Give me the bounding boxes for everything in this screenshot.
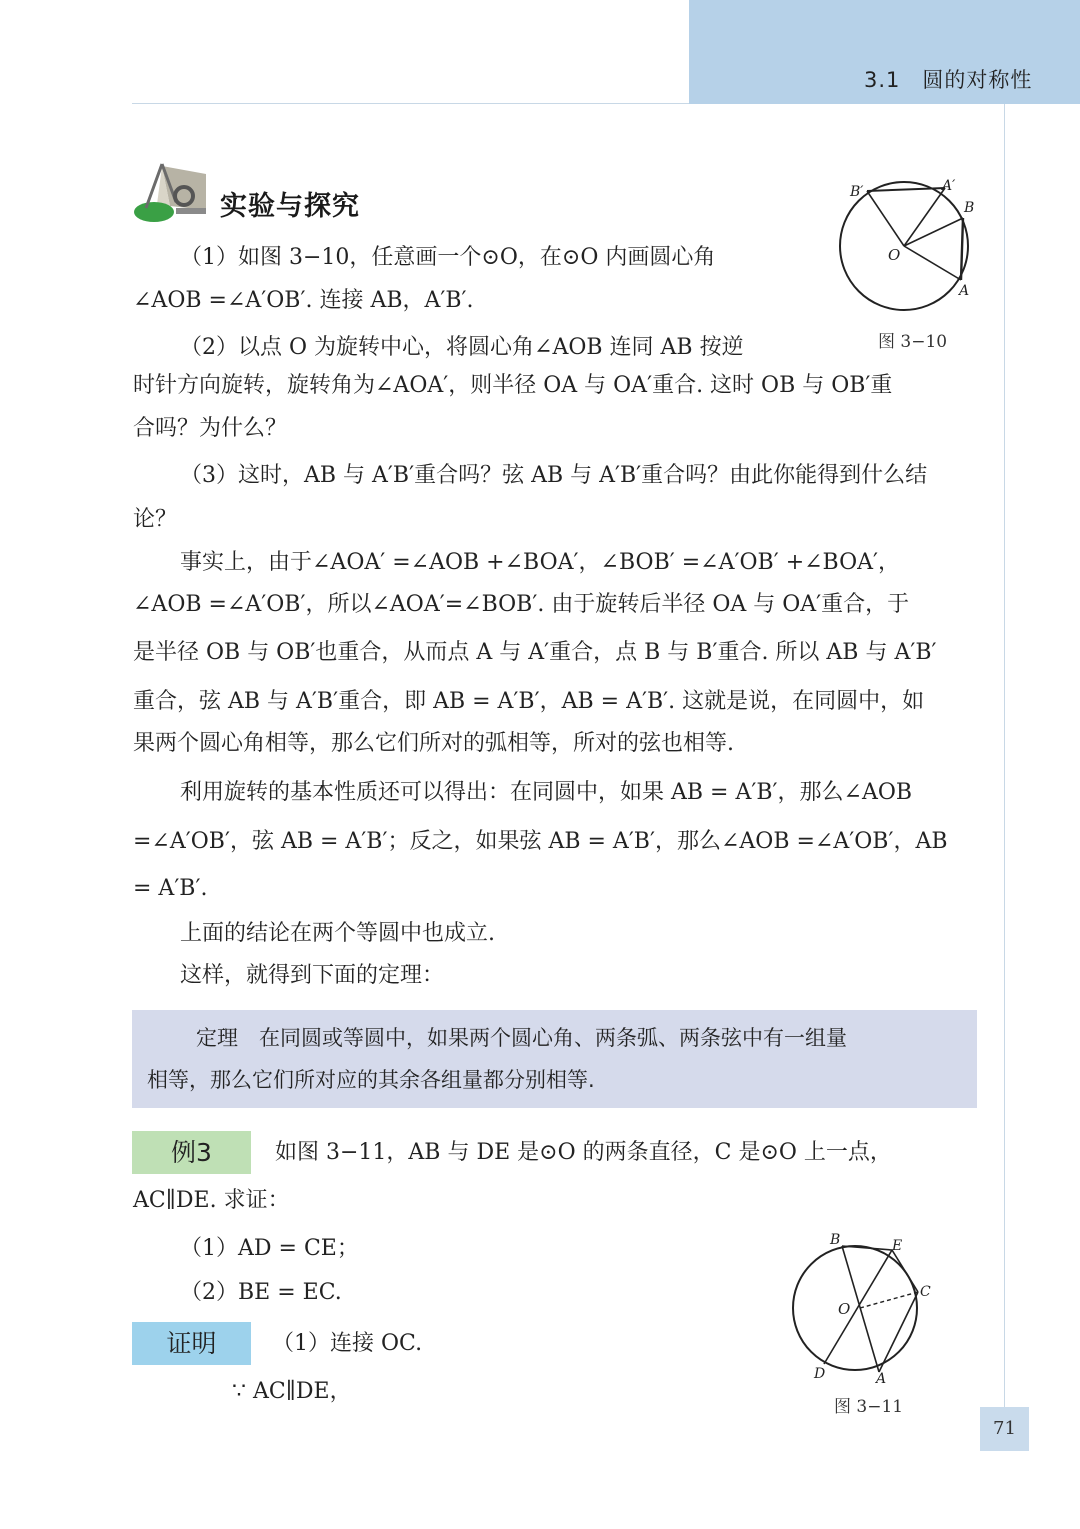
paragraph-line: （3）这时，AB 与 A′B′重合吗？弦 AB 与 A′B′重合吗？由此你能得到什么结 xyxy=(180,463,928,488)
label-d: D xyxy=(814,1366,826,1382)
label-a-prime: A′ xyxy=(942,178,956,194)
figure-caption: 图 3−10 xyxy=(878,332,948,352)
page-number: 71 xyxy=(980,1407,1029,1451)
paragraph-line: 利用旋转的基本性质还可以得出：在同圆中，如果 AB = A′B′，那么∠AOB xyxy=(180,780,913,805)
margin-rule xyxy=(1004,104,1005,1444)
label-c: C xyxy=(920,1284,931,1300)
example-line: AC∥DE. 求证： xyxy=(133,1188,290,1213)
section-title: 实验与探究 xyxy=(220,191,360,222)
paragraph-line: 上面的结论在两个等圆中也成立. xyxy=(180,921,495,946)
paragraph-line: 重合，弦 AB 与 A′B′重合，即 AB = A′B′，AB = A′B′. 这就是说，在同圆中，如 xyxy=(133,689,925,714)
figure-3-10-diagram xyxy=(830,174,980,319)
example-question: （2）BE = EC. xyxy=(180,1280,342,1305)
example-line: 如图 3−11，AB 与 DE 是⊙O 的两条直径，C 是⊙O 上一点， xyxy=(275,1140,892,1165)
paragraph-line: =∠A′OB′，弦 AB = A′B′；反之，如果弦 AB = A′B′，那么∠AOB =∠A′OB′，AB xyxy=(133,829,948,854)
paragraph-line: 这样，就得到下面的定理： xyxy=(180,963,445,988)
paragraph-line: 事实上，由于∠AOA′ =∠AOB +∠BOA′，∠BOB′ =∠A′OB′ +∠BOA′， xyxy=(180,550,901,575)
label-e: E xyxy=(892,1238,903,1254)
paragraph-line: 论？ xyxy=(133,507,178,532)
figure-caption: 图 3−11 xyxy=(834,1397,904,1417)
label-o: O xyxy=(888,246,901,264)
proof-tag: 证明 xyxy=(132,1322,251,1365)
running-header: 3.1 圆的对称性 xyxy=(864,68,1033,92)
theorem-line: 定理 在同圆或等圆中，如果两个圆心角、两条弧、两条弦中有一组量 xyxy=(196,1026,847,1050)
label-o: O xyxy=(838,1300,851,1318)
example-tag: 例3 xyxy=(132,1131,251,1174)
paragraph-line: ∠AOB =∠A′OB′. 连接 AB，A′B′. xyxy=(133,288,474,313)
theorem-line: 相等，那么它们所对应的其余各组量都分别相等. xyxy=(147,1068,595,1092)
proof-line: ∵ AC∥DE， xyxy=(232,1379,352,1404)
geometry-tools-icon xyxy=(132,160,208,226)
header-rule xyxy=(132,103,689,104)
label-a: A xyxy=(959,283,970,299)
label-a: A xyxy=(876,1371,887,1387)
figure-3-11-diagram xyxy=(780,1228,940,1388)
label-b: B xyxy=(830,1232,841,1248)
paragraph-line: 合吗？为什么？ xyxy=(133,416,288,441)
paragraph-line: ∠AOB =∠A′OB′，所以∠AOA′=∠BOB′. 由于旋转后半径 OA 与 OA′重合，于 xyxy=(133,592,910,617)
label-b: B xyxy=(964,200,975,216)
paragraph-line: 是半径 OB 与 OB′也重合，从而点 A 与 A′重合，点 B 与 B′重合. 所以 AB 与 A′B′ xyxy=(133,640,937,665)
paragraph-line: （1）如图 3−10，任意画一个⊙O，在⊙O 内画圆心角 xyxy=(180,245,716,270)
paragraph-line: = A′B′. xyxy=(133,876,208,901)
paragraph-line: 果两个圆心角相等，那么它们所对的弧相等，所对的弦也相等. xyxy=(133,731,734,756)
example-question: （1）AD = CE； xyxy=(180,1236,359,1261)
paragraph-line: 时针方向旋转，旋转角为∠AOA′，则半径 OA 与 OA′重合. 这时 OB 与 OB′重 xyxy=(133,373,893,398)
proof-line: （1）连接 OC. xyxy=(272,1331,423,1356)
paragraph-line: （2）以点 O 为旋转中心，将圆心角∠AOB 连同 AB 按逆 xyxy=(180,335,744,360)
label-b-prime: B′ xyxy=(850,184,864,200)
